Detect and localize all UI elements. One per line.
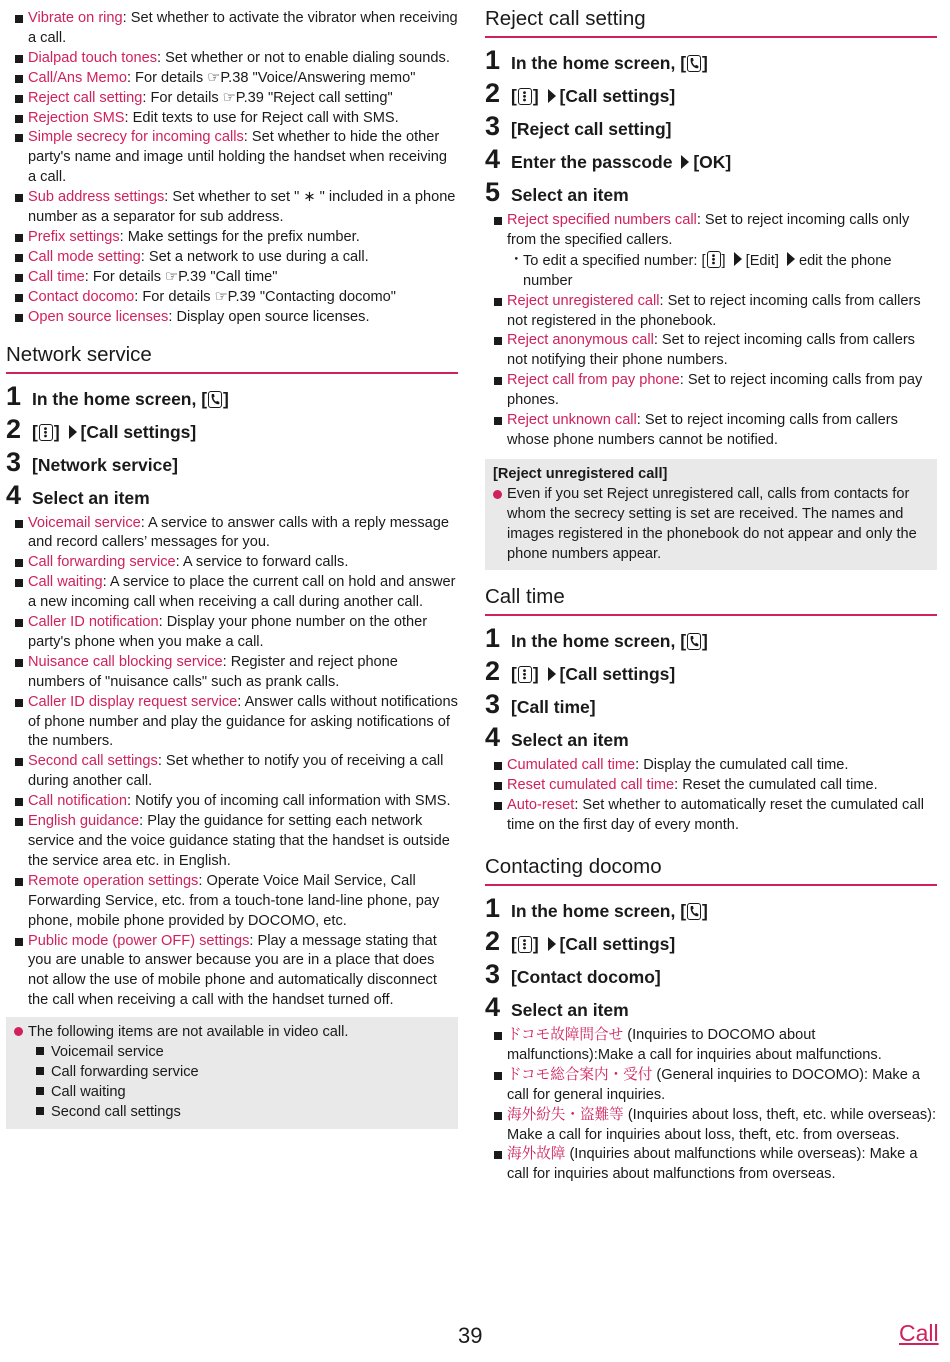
item-description: : Display the cumulated call time. — [635, 757, 849, 774]
list-item — [485, 371, 937, 411]
step — [485, 77, 937, 110]
item-term: Call/Ans Memo — [28, 69, 127, 86]
list-item — [6, 693, 458, 753]
item-term: Nuisance call blocking service — [28, 653, 223, 670]
item-term: English guidance — [28, 813, 140, 830]
list-item — [485, 1026, 937, 1066]
item-description: : Set to reject incoming calls from callers not registered in the phonebook. — [507, 292, 921, 329]
item-description: : A service to answer calls with a reply message and record callers’ messages for you. — [28, 514, 449, 551]
menu-key-icon — [518, 666, 532, 683]
item-description: : Reset the cumulated call time. — [674, 777, 878, 794]
list-item — [6, 308, 458, 328]
item-term: Reject unregistered call — [507, 292, 660, 309]
arrow-right-icon — [734, 252, 742, 266]
step — [485, 721, 937, 754]
item-description: : Set to reject incoming calls from callers not notifying their phone numbers. — [507, 332, 915, 369]
step — [6, 380, 458, 413]
step-number: 2 — [485, 78, 501, 108]
steps — [485, 892, 937, 1024]
note-dot-icon — [14, 1027, 23, 1036]
item-term: Voicemail service — [28, 514, 141, 531]
step-number: 1 — [485, 623, 501, 654]
item-term: Cumulated call time — [507, 757, 636, 774]
item-term: Vibrate on ring — [28, 10, 123, 26]
section-title: Call time — [485, 584, 937, 616]
item-term: Second call settings — [28, 753, 158, 770]
step-text: Select an item — [511, 730, 629, 751]
step-text: [Call time] — [511, 697, 596, 718]
arrow-right-icon — [787, 252, 795, 266]
docomo-items-list — [485, 1026, 937, 1185]
item-description: : Register and reject phone numbers of "nuisance calls" such as prank calls. — [28, 653, 398, 690]
step-text: [ ] [Call settings] — [511, 664, 676, 685]
step-number: 4 — [485, 992, 501, 1023]
note-list-item: Call forwarding service — [14, 1063, 452, 1083]
item-description: (Inquiries about loss, theft, etc. while overseas): Make a call for inquiries about loss, theft, etc. from overseas. — [507, 1106, 937, 1143]
right-column — [485, 0, 937, 1185]
step-number: 3 — [485, 959, 501, 990]
item-term: ドコモ総合案内・受付 — [507, 1066, 653, 1083]
call-settings-list — [6, 9, 458, 328]
bullet-square-icon — [36, 1067, 44, 1075]
item-term: Reject unknown call — [507, 412, 637, 429]
step-number: 5 — [485, 177, 501, 207]
list-item — [485, 1066, 937, 1106]
step — [6, 413, 458, 446]
video-call-note — [6, 1017, 458, 1129]
section-title: Reject call setting — [485, 6, 937, 38]
phone-key-icon — [687, 633, 701, 650]
list-item — [485, 1106, 937, 1146]
item-description: : Play the guidance for setting each network service and the voice guidance stating that the handset is outside the service area etc. in English. — [28, 813, 450, 869]
item-term: Call waiting — [28, 574, 103, 591]
list-item — [6, 69, 458, 89]
step-number: 3 — [485, 689, 501, 720]
step-text: In the home screen, [ ] — [511, 631, 708, 652]
arrow-right-icon — [548, 937, 556, 951]
step — [485, 176, 937, 209]
section-tab-call[interactable]: Call — [899, 1320, 939, 1346]
left-column — [6, 0, 458, 1129]
list-item — [6, 752, 458, 792]
item-description: : Operate Voice Mail Service, Call Forwarding Service, etc. from a touch-tone land-line phone, pay phone, mobile phone provided by DOCOMO, etc. — [28, 872, 440, 929]
item-description: : Set to reject incoming calls from pay phones. — [507, 372, 923, 409]
phone-key-icon — [208, 391, 222, 408]
item-term: Auto-reset — [507, 797, 575, 814]
step — [485, 925, 937, 958]
call-time-items-list — [485, 756, 937, 836]
step — [485, 44, 937, 77]
step — [485, 655, 937, 688]
bullet-square-icon — [36, 1107, 44, 1115]
item-description: : Edit texts to use for Reject call with SMS. — [124, 109, 399, 126]
list-item — [485, 796, 937, 836]
list-item — [485, 776, 937, 796]
list-item — [6, 49, 458, 69]
step-number: 4 — [6, 479, 22, 510]
step-number: 3 — [485, 111, 501, 141]
menu-key-icon — [518, 88, 532, 105]
step — [485, 991, 937, 1024]
item-term: Reject call setting — [28, 89, 143, 106]
step-text: Select an item — [511, 1000, 629, 1021]
step-number: 1 — [6, 380, 22, 411]
steps — [6, 380, 458, 512]
step-number: 1 — [485, 893, 501, 924]
list-item — [6, 792, 458, 812]
step — [485, 622, 937, 655]
item-description: : For details ☞P.39 "Reject call setting" — [142, 89, 393, 106]
item-term: Reject specified numbers call — [507, 212, 697, 228]
step-number: 2 — [6, 413, 22, 444]
note-text: Even if you set Reject unregistered call, calls from contacts for whom the secrecy setting is set are received. The names and images registered in the phonebook do not appear and only the phone numbers appear. — [507, 485, 917, 562]
reject-unregistered-note — [485, 459, 937, 571]
item-term: Call forwarding service — [28, 554, 176, 571]
item-description: : Notify you of incoming call information with SMS. — [126, 793, 451, 810]
menu-key-icon — [707, 251, 721, 268]
step — [6, 479, 458, 512]
item-description: : Display open source licenses. — [168, 308, 370, 325]
step-number: 2 — [485, 656, 501, 687]
item-term: Caller ID notification — [28, 614, 159, 631]
list-item — [6, 653, 458, 693]
section-title: Network service — [6, 342, 458, 374]
note-list-item: Second call settings — [14, 1103, 452, 1123]
item-term: Call notification — [28, 793, 127, 810]
list-item — [485, 331, 937, 371]
step — [485, 958, 937, 991]
sub-dot: ・ — [509, 251, 524, 268]
arrow-right-icon — [548, 667, 556, 681]
note-dot-icon — [493, 490, 502, 499]
item-term: Reject call from pay phone — [507, 372, 680, 389]
list-item — [6, 109, 458, 129]
step-number: 3 — [6, 446, 22, 477]
call-time-section — [485, 584, 937, 836]
bullet-square-icon — [36, 1047, 44, 1055]
step-text: Select an item — [511, 185, 629, 205]
list-item — [6, 9, 458, 49]
item-description: : Display your phone number on the other party's phone when you make a call. — [28, 614, 428, 650]
phone-key-icon — [687, 903, 701, 920]
step — [6, 446, 458, 479]
arrow-right-icon — [548, 89, 556, 103]
list-item — [485, 211, 937, 251]
item-description: : Play a message stating that you are unable to answer because you are in a place that does not allow the use of mobile phone and automatically disconnect the call when receiving a call with the handset turned off. — [28, 932, 437, 1009]
note-lead: The following items are not available in video call. — [28, 1024, 349, 1041]
item-term: Call time — [28, 268, 85, 285]
item-term: Sub address settings — [28, 189, 165, 206]
step — [485, 892, 937, 925]
item-term: Call mode setting — [28, 248, 141, 265]
list-item — [6, 228, 458, 248]
item-term: Reset cumulated call time — [507, 777, 675, 794]
item-description: : Make settings for the prefix number. — [119, 228, 360, 245]
item-description: : Set whether to notify you of receiving a call during another call. — [28, 753, 444, 790]
item-term: Rejection SMS — [28, 109, 125, 126]
item-description: : Set to reject incoming calls only from the specified callers. — [507, 212, 910, 248]
list-item — [6, 613, 458, 653]
step-text: In the home screen, [ ] — [32, 388, 229, 409]
item-description: : Set whether or not to enable dialing sounds. — [157, 49, 450, 66]
contacting-docomo-section — [485, 854, 937, 1185]
item-term: Prefix settings — [28, 228, 120, 245]
step-text: Select an item — [32, 487, 150, 508]
item-term: Simple secrecy for incoming calls — [28, 129, 244, 146]
item-description: (General inquiries to DOCOMO): Make a call for general inquiries. — [507, 1066, 920, 1103]
item-term: Remote operation settings — [28, 872, 199, 889]
item-term: Contact docomo — [28, 288, 135, 305]
list-item — [6, 514, 458, 554]
list-item — [485, 292, 937, 332]
item-term: 海外故障 — [507, 1146, 566, 1163]
step-text: In the home screen, [ ] — [511, 901, 708, 922]
arrow-right-icon — [681, 155, 689, 169]
step-text: [Reject call setting] — [511, 119, 672, 139]
network-items-list — [6, 514, 458, 1012]
step-text: [ ] [Call settings] — [511, 934, 676, 955]
step-text: Enter the passcode [OK] — [511, 152, 732, 172]
item-description: : A service to place the current call on hold and answer a new incoming call when receiving a call during another call. — [28, 574, 456, 611]
arrow-right-icon — [69, 425, 77, 439]
list-item — [6, 89, 458, 109]
step-number: 4 — [485, 144, 501, 174]
network-service-section — [6, 342, 458, 1129]
list-item — [6, 128, 458, 188]
item-description: (Inquiries about malfunctions while overseas): Make a call for inquiries about malfunctions from overseas. — [507, 1146, 918, 1183]
step — [485, 688, 937, 721]
step-text: [ ] [Call settings] — [511, 86, 676, 106]
list-item — [6, 872, 458, 932]
item-term: Caller ID display request service — [28, 693, 238, 710]
steps — [485, 622, 937, 754]
step-text: [Contact docomo] — [511, 967, 661, 988]
item-term: Open source licenses — [28, 308, 169, 325]
note-list-item: Voicemail service — [14, 1043, 452, 1063]
item-description: : Set a network to use during a call. — [140, 248, 369, 265]
step — [485, 143, 937, 176]
list-item — [6, 553, 458, 573]
note-title: [Reject unregistered call] — [493, 465, 668, 482]
phone-key-icon — [687, 55, 701, 72]
page-number: 39 — [458, 1323, 483, 1348]
item-term: 海外紛失・盗難等 — [507, 1106, 624, 1123]
item-description: : For details ☞P.39 "Contacting docomo" — [134, 288, 396, 305]
reject-items-list — [485, 211, 937, 451]
item-term: Reject anonymous call — [507, 332, 654, 349]
item-description: : Answer calls without notifications of phone number and play the guidance for asking notifications of the numbers. — [28, 693, 458, 750]
list-item — [6, 932, 458, 1012]
item-description: : For details ☞P.39 "Call time" — [84, 268, 278, 285]
step-text: In the home screen, [ ] — [511, 53, 708, 73]
note-list-item: Call waiting — [14, 1083, 452, 1103]
list-item — [485, 756, 937, 776]
step-number: 1 — [485, 45, 501, 75]
step-number: 4 — [485, 722, 501, 753]
item-description: : Set whether to set " ∗ " included in a phone number as a separator for sub address. — [28, 189, 456, 226]
list-item — [6, 268, 458, 288]
steps — [485, 44, 937, 209]
item-description: : For details ☞P.38 "Voice/Answering memo" — [126, 69, 416, 86]
reject-call-section — [485, 6, 937, 570]
item-term: Dialpad touch tones — [28, 49, 157, 66]
item-description: : Set whether to hide the other party's name and image until holding the handset when receiving a call. — [28, 129, 447, 186]
list-item — [6, 288, 458, 308]
sub-instruction: ・ To edit a specified number: [ ] [Edit] edit the phone number — [509, 251, 892, 289]
step-text: [Network service] — [32, 454, 178, 475]
step-number: 2 — [485, 926, 501, 957]
step-text: [ ] [Call settings] — [32, 421, 197, 442]
list-item — [6, 573, 458, 613]
note-list — [14, 1043, 452, 1123]
bullet-square-icon — [36, 1087, 44, 1095]
list-item — [485, 1145, 937, 1185]
item-description: : Set to reject incoming calls from callers whose phone numbers cannot be notified. — [507, 412, 898, 448]
item-term: Public mode (power OFF) settings — [28, 932, 250, 949]
menu-key-icon — [518, 936, 532, 953]
item-term: ドコモ故障問合せ — [507, 1027, 624, 1044]
item-description: : A service to forward calls. — [175, 554, 349, 571]
item-description: : Set whether to activate the vibrator when receiving a call. — [28, 10, 458, 46]
item-description: (Inquiries to DOCOMO about malfunctions):Make a call for inquiries about malfunctions. — [507, 1027, 882, 1063]
step — [485, 110, 937, 143]
item-description: : Set whether to automatically reset the cumulated call time on the first day of every month. — [507, 797, 924, 834]
list-item — [485, 411, 937, 451]
section-title: Contacting docomo — [485, 854, 937, 886]
menu-key-icon — [39, 424, 53, 441]
list-item — [6, 812, 458, 872]
list-item — [6, 188, 458, 228]
list-item — [6, 248, 458, 268]
